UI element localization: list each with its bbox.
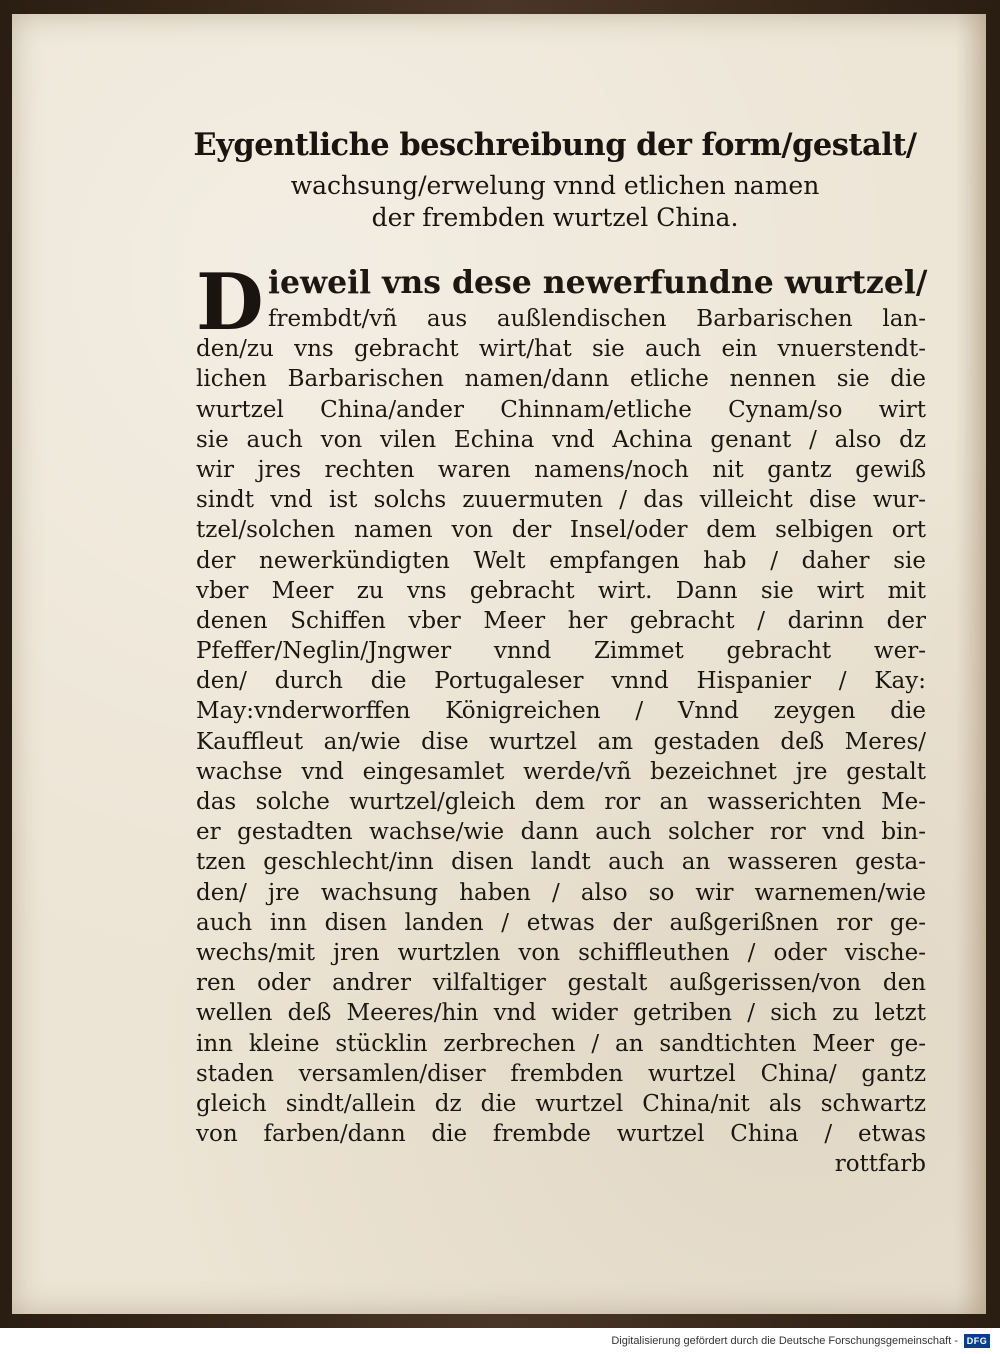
text-line: den/zu vns gebracht wirt/hat sie auch ein vnuerstendt- xyxy=(196,336,926,363)
text-line: May:vnderworffen Königreichen / Vnnd zeygen die xyxy=(196,698,926,725)
catchword: rottfarb xyxy=(834,1151,926,1178)
text-line: sindt vnd ist solchs zuuermuten / das villeicht dise wur- xyxy=(196,487,926,514)
footer-credit: Digitalisierung gefördert durch die Deutsche Forschungsgemeinschaft - xyxy=(611,1335,958,1347)
text-line: das solche wurtzel/gleich dem ror an wasserichten Me- xyxy=(196,789,926,815)
page-edge-shadow xyxy=(956,14,986,1314)
text-line: wachse vnd eingesamlet werde/vñ bezeichnet jre gestalt xyxy=(196,758,926,785)
text-line: er gestadten wachse/wie dann auch solcher ror vnd bin- xyxy=(196,819,926,846)
text-line: ieweil vns dese newerfundne wurtzel/ xyxy=(268,264,928,301)
text-line: lichen Barbarischen namen/dann etliche nennen sie die xyxy=(196,366,926,393)
text-line: auch inn disen landen / etwas der außgerißnen ror ge- xyxy=(196,909,926,936)
text-line: wechs/mit jren wurtzlen von schiffleuthen / oder vische- xyxy=(196,939,926,966)
text-line: inn kleine stücklin zerbrechen / an sandtichten Meer ge- xyxy=(196,1030,926,1057)
text-line: ren oder andrer vilfaltiger gestalt außgerissen/von den xyxy=(196,970,926,997)
text-line: wurtzel China/ander Chinnam/etliche Cynam/so wirt xyxy=(196,396,926,423)
text-line: den/ durch die Portugaleser vnnd Hispanier / Kay: xyxy=(196,668,926,695)
body-text xyxy=(196,257,928,1179)
text-line: der newerkündigten Welt empfangen hab / daher sie xyxy=(196,547,926,574)
text-line: vber Meer zu vns gebracht wirt. Dann sie wirt mit xyxy=(196,577,926,604)
text-line: tzen geschlecht/inn disen landt auch an wasseren gesta- xyxy=(196,849,926,876)
text-line: wir jres rechten waren namens/noch nit gantz gewiß xyxy=(196,456,926,483)
text-line: gleich sindt/allein dz die wurtzel China/nit als schwartz xyxy=(196,1090,926,1117)
text-line: frembdt/vñ aus außlendischen Barbarischen lan- xyxy=(268,306,926,332)
decorated-initial: D xyxy=(196,257,264,348)
text-line: den/ jre wachsung haben / also so wir warnemen/wie xyxy=(196,879,926,906)
text-line: Pfeffer/Neglin/Jngwer vnnd Zimmet gebracht wer- xyxy=(196,638,926,665)
text-line: tzel/solchen namen von der Insel/oder dem selbigen ort xyxy=(196,517,926,544)
heading-line-3: der frembden wurtzel China. xyxy=(371,203,739,232)
digitization-footer xyxy=(0,1328,1000,1354)
text-line: sie auch von vilen Echina vnd Achina genant / also dz xyxy=(196,426,926,453)
chapter-heading xyxy=(190,120,920,234)
heading-line-1: Eygentliche beschreibung der form/gestalt/ xyxy=(193,127,917,163)
heading-line-2: wachsung/erwelung vnnd etlichen namen xyxy=(290,171,820,200)
text-line: von farben/dann die frembde wurtzel China / etwas xyxy=(196,1121,926,1148)
text-line: staden versamlen/diser frembden wurtzel China/ gantz xyxy=(196,1060,926,1087)
text-line: wellen deß Meeres/hin vnd wider getriben / sich zu letzt xyxy=(196,1000,926,1027)
text-line: Kauffleut an/wie dise wurtzel am gestaden deß Meres/ xyxy=(196,728,926,755)
dfg-logo: DFG xyxy=(964,1334,990,1348)
text-line: denen Schiffen vber Meer her gebracht / darinn der xyxy=(196,607,926,634)
